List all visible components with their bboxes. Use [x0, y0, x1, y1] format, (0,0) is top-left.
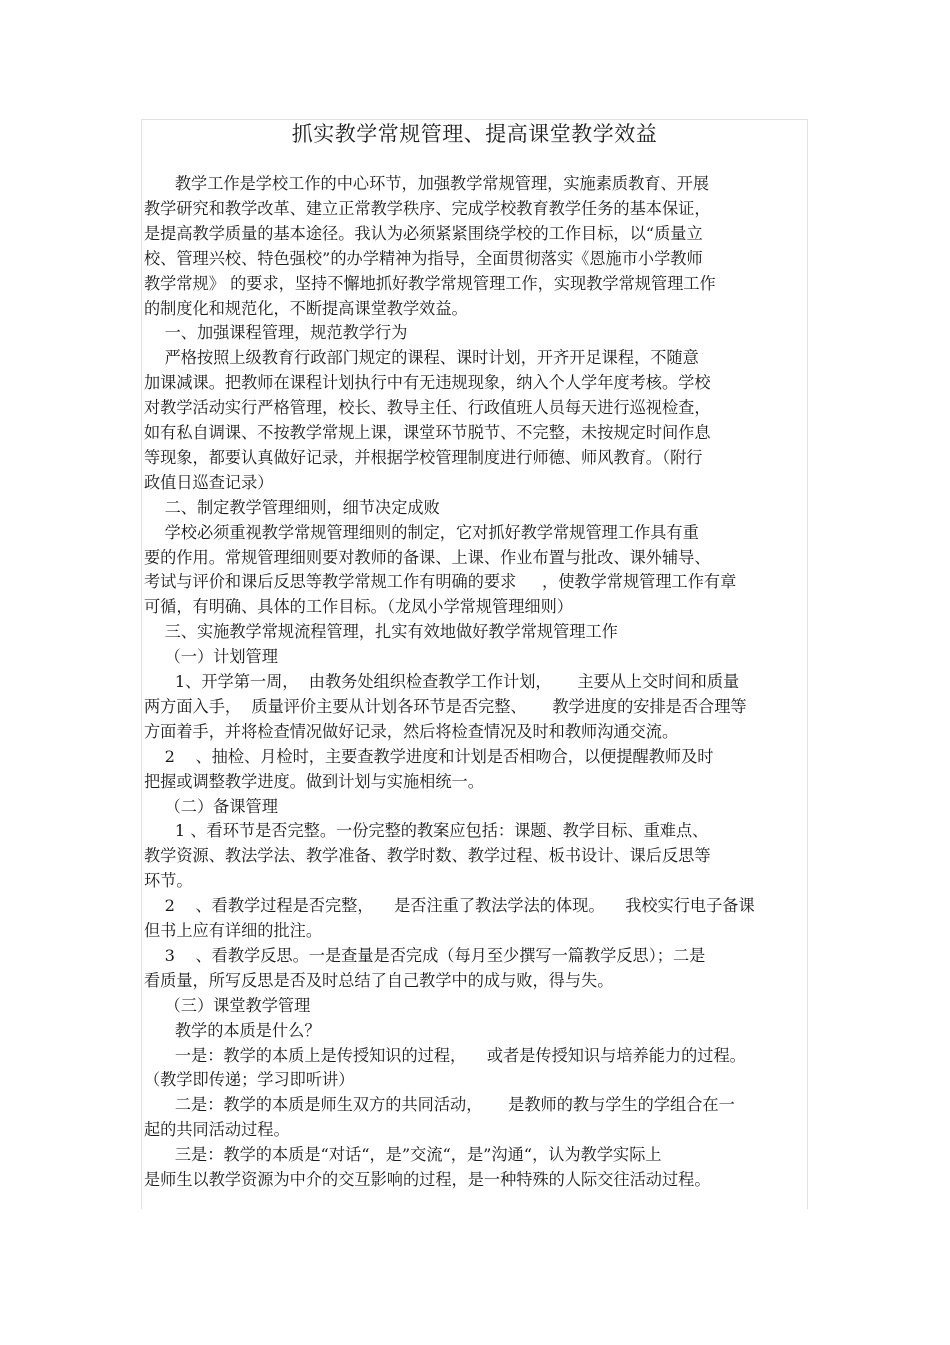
body-line: 考试与评价和课后反思等教学常规工作有明确的要求 ，使教学常规管理工作有章: [144, 572, 737, 592]
body-line: 是提高教学质量的基本途径。我认为必须紧紧围绕学校的工作目标，以“质量立: [144, 223, 703, 243]
body-line: （一）计划管理: [144, 647, 278, 667]
body-line: 但书上应有详细的批注。: [144, 921, 323, 940]
document-title: 抓实教学常规管理、提高课堂教学效益: [291, 122, 658, 146]
body-line: 方面着手，并将检查情况做好记录，然后将检查情况及时和教师沟通交流。: [144, 721, 679, 741]
body-line: 一是：教学的本质上是传授知识的过程， 或者是传授知识与培养能力的过程。: [144, 1045, 746, 1065]
body-line: 是师生以教学资源为中介的交互影响的过程，是一种特殊的人际交往活动过程。: [144, 1170, 711, 1189]
body-line: 2 、看教学过程是否完整， 是否注重了教法学法的体现。 我校实行电子备课: [144, 896, 755, 916]
body-line: （三）课堂教学管理: [144, 995, 311, 1015]
body-line: 3 、看教学反思。一是查量是否完成（每月至少撰写一篇教学反思）；二是: [144, 945, 706, 965]
body-line: 看质量，所写反思是否及时总结了自己教学中的成与败，得与失。: [144, 970, 614, 990]
body-line: 2 、抽检、月检时，主要查教学进度和计划是否相吻合，以便提醒教师及时: [144, 746, 714, 766]
body-line: 三是：教学的本质是“对话“，是”交流“，是”沟通“，认为教学实际上: [144, 1145, 662, 1165]
body-line: 把握或调整教学进度。做到计划与实施相统一。: [144, 771, 484, 791]
body-line: 的制度化和规范化，不断提高课堂教学效益。: [144, 298, 468, 318]
body-line: 二、制定教学管理细则，细节决定成败: [144, 497, 440, 517]
body-line: 三、实施教学常规流程管理，扎实有效地做好教学常规管理工作: [144, 622, 618, 642]
body-line: 教学常规》 的要求，坚持不懈地抓好教学常规管理工作，实现教学常规管理工作: [144, 273, 716, 293]
body-line: 起的共同活动过程。: [144, 1120, 290, 1140]
body-line: 一、加强课程管理，规范教学行为: [144, 323, 408, 343]
body-line: 政值日巡查记录）: [144, 472, 274, 492]
body-line: 教学的本质是什么？: [144, 1020, 321, 1040]
body-line: 可循，有明确、具体的工作目标。（龙凤小学常规管理细则）: [144, 597, 573, 617]
body-line: 严格按照上级教育行政部门规定的课程、课时计划，开齐开足课程，不随意: [144, 348, 699, 368]
body-line: 加课减课。把教师在课程计划执行中有无违规现象，纳入个人学年度考核。学校: [144, 373, 711, 393]
body-line: 如有私自调课、不按教学常规上课，课堂环节脱节、不完整，未按规定时间作息: [144, 423, 711, 442]
body-line: 1、开学第一周， 由教务处组织检查教学工作计划， 主要从上交时间和质量: [144, 672, 740, 691]
body-line: 学校必须重视教学常规管理细则的制定，它对抓好教学常规管理工作具有重: [144, 522, 699, 542]
body-line: 要的作用。常规管理细则要对教师的备课、上课、作业布置与批改、课外辅导、: [144, 547, 711, 567]
body-line: 教学研究和教学改革、建立正常教学秩序、完成学校教育教学任务的基本保证，: [144, 198, 711, 218]
body-line: 两方面入手， 质量评价主要从计划各环节是否完整、 教学进度的安排是否合理等: [144, 696, 747, 716]
body-line: 等现象，都要认真做好记录，并根据学校管理制度进行师德、师风教育。（附行: [144, 447, 703, 467]
body-line: （教学即传递；学习即听讲）: [144, 1070, 355, 1090]
body-line: （二）备课管理: [144, 796, 278, 816]
body-line: 环节。: [144, 871, 193, 891]
body-line: 教学资源、教法学法、教学准备、教学时数、教学过程、板书设计、课后反思等: [144, 846, 711, 866]
body-line: 校、管理兴校、特色强校”的办学精神为指导，全面贯彻落实《恩施市小学教师: [144, 248, 703, 268]
body-line: 教学工作是学校工作的中心环节，加强教学常规管理，实施素质教育、开展: [144, 174, 710, 193]
body-line: 1 、看环节是否完整。一份完整的教案应包括：课题、教学目标、重难点、: [144, 821, 709, 841]
body-line: 对教学活动实行严格管理，校长、教导主任、行政值班人员每天进行巡视检查，: [144, 398, 711, 418]
body-line: 二是：教学的本质是师生双方的共同活动， 是教师的教与学生的学组合在一: [144, 1095, 735, 1115]
